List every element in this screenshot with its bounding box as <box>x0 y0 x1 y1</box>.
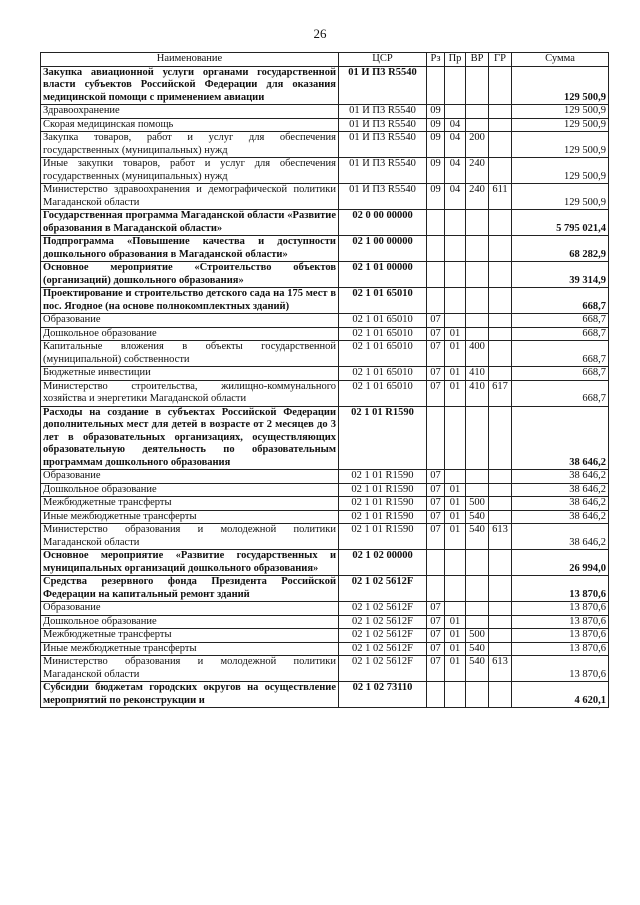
cell-vr: 200 <box>466 132 489 158</box>
cell-sum: 5 795 021,4 <box>512 210 609 236</box>
cell-sum: 668,7 <box>512 341 609 367</box>
cell-pr: 04 <box>445 132 466 158</box>
cell-name: Субсидии бюджетам городских округов на осуществление мероприятий по реконструкции и <box>41 682 339 708</box>
cell-csr: 02 1 02 5612F <box>339 629 427 643</box>
cell-vr: 540 <box>466 510 489 524</box>
cell-vr <box>466 615 489 629</box>
cell-gr <box>489 66 512 105</box>
cell-vr <box>466 327 489 341</box>
cell-csr: 02 1 01 R1590 <box>339 470 427 484</box>
cell-name: Капитальные вложения в объекты государственной (муниципальной) собственности <box>41 341 339 367</box>
cell-sum: 129 500,9 <box>512 132 609 158</box>
cell-rz: 07 <box>427 656 445 682</box>
cell-csr: 02 1 02 5612F <box>339 615 427 629</box>
cell-vr: 400 <box>466 341 489 367</box>
table-row <box>41 656 609 682</box>
cell-csr: 01 И П3 R5540 <box>339 184 427 210</box>
cell-pr <box>445 105 466 119</box>
header-pr: Пр <box>445 53 466 67</box>
cell-sum: 38 646,2 <box>512 510 609 524</box>
cell-rz: 07 <box>427 629 445 643</box>
cell-gr <box>489 158 512 184</box>
cell-name: Закупка авиационной услуги органами государственной власти субъектов Российской Федерации для оказания медицинской помощи с применением авиации <box>41 66 339 105</box>
cell-vr: 540 <box>466 524 489 550</box>
budget-table <box>40 52 609 708</box>
cell-sum: 13 870,6 <box>512 576 609 602</box>
cell-gr <box>489 406 512 470</box>
cell-rz: 09 <box>427 158 445 184</box>
cell-csr: 02 1 02 5612F <box>339 656 427 682</box>
cell-gr <box>489 236 512 262</box>
table-row <box>41 262 609 288</box>
cell-vr: 240 <box>466 184 489 210</box>
cell-sum: 13 870,6 <box>512 615 609 629</box>
cell-name: Проектирование и строительство детского сада на 175 мест в пос. Ягодное (на основе полнокомплектных зданий) <box>41 288 339 314</box>
cell-csr: 02 1 01 R1590 <box>339 406 427 470</box>
table-row <box>41 158 609 184</box>
cell-csr: 02 1 01 65010 <box>339 327 427 341</box>
cell-pr <box>445 66 466 105</box>
cell-sum: 38 646,2 <box>512 470 609 484</box>
cell-pr: 01 <box>445 327 466 341</box>
cell-sum: 39 314,9 <box>512 262 609 288</box>
cell-rz <box>427 576 445 602</box>
cell-name: Дошкольное образование <box>41 483 339 497</box>
cell-gr <box>489 550 512 576</box>
cell-name: Бюджетные инвестиции <box>41 367 339 381</box>
cell-vr <box>466 483 489 497</box>
cell-csr: 01 И П3 R5540 <box>339 158 427 184</box>
cell-pr <box>445 406 466 470</box>
cell-name: Министерство образования и молодежной политики Магаданской области <box>41 524 339 550</box>
cell-name: Скорая медицинская помощь <box>41 118 339 132</box>
cell-gr <box>489 629 512 643</box>
table-row <box>41 524 609 550</box>
cell-csr: 01 И П3 R5540 <box>339 132 427 158</box>
cell-gr: 611 <box>489 184 512 210</box>
cell-rz: 09 <box>427 132 445 158</box>
cell-rz: 07 <box>427 470 445 484</box>
cell-gr <box>489 497 512 511</box>
cell-rz <box>427 550 445 576</box>
cell-pr: 04 <box>445 118 466 132</box>
cell-pr: 01 <box>445 629 466 643</box>
cell-csr: 02 1 02 5612F <box>339 602 427 616</box>
cell-sum: 668,7 <box>512 288 609 314</box>
cell-rz: 09 <box>427 105 445 119</box>
cell-csr: 02 1 01 65010 <box>339 288 427 314</box>
cell-rz: 07 <box>427 367 445 381</box>
cell-vr <box>466 314 489 328</box>
cell-vr <box>466 118 489 132</box>
cell-name: Иные межбюджетные трансферты <box>41 642 339 656</box>
table-row <box>41 615 609 629</box>
header-gr: ГР <box>489 53 512 67</box>
cell-gr <box>489 327 512 341</box>
cell-vr <box>466 105 489 119</box>
cell-rz <box>427 262 445 288</box>
cell-rz: 07 <box>427 327 445 341</box>
cell-pr: 01 <box>445 510 466 524</box>
cell-name: Иные закупки товаров, работ и услуг для обеспечения государственных (муниципальных) нужд <box>41 158 339 184</box>
cell-gr: 613 <box>489 656 512 682</box>
cell-name: Образование <box>41 602 339 616</box>
cell-gr <box>489 615 512 629</box>
cell-csr: 02 1 01 00000 <box>339 262 427 288</box>
cell-name: Образование <box>41 470 339 484</box>
cell-name: Основное мероприятие «Развитие государственных и муниципальных организаций дошкольного образования» <box>41 550 339 576</box>
table-row <box>41 66 609 105</box>
cell-vr: 240 <box>466 158 489 184</box>
cell-gr: 617 <box>489 380 512 406</box>
cell-pr <box>445 602 466 616</box>
cell-rz: 07 <box>427 602 445 616</box>
table-row <box>41 132 609 158</box>
cell-csr: 02 1 02 73110 <box>339 682 427 708</box>
cell-gr <box>489 682 512 708</box>
table-row <box>41 576 609 602</box>
cell-sum: 38 646,2 <box>512 524 609 550</box>
cell-vr: 540 <box>466 642 489 656</box>
cell-csr: 02 1 02 00000 <box>339 550 427 576</box>
cell-vr <box>466 602 489 616</box>
cell-vr <box>466 406 489 470</box>
cell-vr <box>466 682 489 708</box>
cell-name: Министерство здравоохранения и демографической политики Магаданской области <box>41 184 339 210</box>
table-row <box>41 288 609 314</box>
cell-rz: 07 <box>427 380 445 406</box>
cell-sum: 4 620,1 <box>512 682 609 708</box>
cell-sum: 38 646,2 <box>512 406 609 470</box>
header-name: Наименование <box>41 53 339 67</box>
cell-rz: 09 <box>427 118 445 132</box>
table-row <box>41 327 609 341</box>
cell-sum: 668,7 <box>512 314 609 328</box>
cell-vr <box>466 66 489 105</box>
cell-rz: 07 <box>427 314 445 328</box>
cell-gr <box>489 367 512 381</box>
cell-pr: 01 <box>445 656 466 682</box>
cell-csr: 02 1 02 5612F <box>339 642 427 656</box>
table-row <box>41 510 609 524</box>
cell-rz <box>427 210 445 236</box>
cell-sum: 13 870,6 <box>512 642 609 656</box>
cell-gr <box>489 642 512 656</box>
cell-gr <box>489 132 512 158</box>
cell-vr: 500 <box>466 629 489 643</box>
table-row <box>41 118 609 132</box>
cell-gr <box>489 105 512 119</box>
cell-csr: 02 1 01 65010 <box>339 367 427 381</box>
cell-gr: 613 <box>489 524 512 550</box>
table-row <box>41 210 609 236</box>
cell-sum: 129 500,9 <box>512 118 609 132</box>
cell-csr: 02 1 01 R1590 <box>339 483 427 497</box>
cell-name: Иные межбюджетные трансферты <box>41 510 339 524</box>
cell-sum: 38 646,2 <box>512 497 609 511</box>
cell-pr <box>445 288 466 314</box>
cell-gr <box>489 118 512 132</box>
table-row <box>41 406 609 470</box>
table-row <box>41 629 609 643</box>
cell-sum: 129 500,9 <box>512 184 609 210</box>
cell-csr: 01 И П3 R5540 <box>339 105 427 119</box>
table-row <box>41 550 609 576</box>
cell-pr: 01 <box>445 615 466 629</box>
cell-rz: 07 <box>427 524 445 550</box>
cell-vr: 410 <box>466 380 489 406</box>
cell-rz: 07 <box>427 483 445 497</box>
cell-rz <box>427 236 445 262</box>
table-row <box>41 314 609 328</box>
cell-rz <box>427 406 445 470</box>
header-sum: Сумма <box>512 53 609 67</box>
cell-csr: 01 И П3 R5540 <box>339 66 427 105</box>
table-row <box>41 380 609 406</box>
table-row <box>41 483 609 497</box>
cell-name: Дошкольное образование <box>41 327 339 341</box>
cell-vr: 410 <box>466 367 489 381</box>
cell-csr: 02 1 00 00000 <box>339 236 427 262</box>
table-body <box>41 66 609 708</box>
cell-name: Государственная программа Магаданской области «Развитие образования в Магаданской области» <box>41 210 339 236</box>
cell-name: Основное мероприятие «Строительство объектов (организаций) дошкольного образования» <box>41 262 339 288</box>
cell-name: Расходы на создание в субъектах Российской Федерации дополнительных мест для детей в возрасте от 2 месяцев до 3 лет в образовательных организациях, осуществляющих образовательную деятельность по образовательным программам дошкольного образования <box>41 406 339 470</box>
cell-csr: 02 1 01 65010 <box>339 380 427 406</box>
cell-sum: 129 500,9 <box>512 158 609 184</box>
cell-pr <box>445 682 466 708</box>
table-row <box>41 602 609 616</box>
cell-sum: 668,7 <box>512 367 609 381</box>
cell-name: Образование <box>41 314 339 328</box>
cell-rz: 07 <box>427 510 445 524</box>
cell-pr: 01 <box>445 642 466 656</box>
cell-gr <box>489 510 512 524</box>
table-row <box>41 184 609 210</box>
cell-rz: 07 <box>427 341 445 367</box>
cell-rz: 07 <box>427 615 445 629</box>
cell-gr <box>489 210 512 236</box>
cell-name: Дошкольное образование <box>41 615 339 629</box>
table-header-row <box>41 53 609 67</box>
cell-sum: 13 870,6 <box>512 656 609 682</box>
cell-name: Межбюджетные трансферты <box>41 497 339 511</box>
cell-gr <box>489 576 512 602</box>
cell-pr: 01 <box>445 367 466 381</box>
header-csr: ЦСР <box>339 53 427 67</box>
header-vr: ВР <box>466 53 489 67</box>
cell-gr <box>489 341 512 367</box>
cell-sum: 68 282,9 <box>512 236 609 262</box>
cell-csr: 02 1 01 65010 <box>339 314 427 328</box>
cell-pr <box>445 314 466 328</box>
cell-vr <box>466 470 489 484</box>
cell-name: Подпрограмма «Повышение качества и доступности дошкольного образования в Магаданской области» <box>41 236 339 262</box>
cell-csr: 02 1 01 65010 <box>339 341 427 367</box>
cell-pr: 01 <box>445 524 466 550</box>
cell-sum: 13 870,6 <box>512 629 609 643</box>
cell-pr: 01 <box>445 497 466 511</box>
cell-gr <box>489 262 512 288</box>
table-row <box>41 341 609 367</box>
cell-gr <box>489 470 512 484</box>
cell-sum: 13 870,6 <box>512 602 609 616</box>
cell-gr <box>489 483 512 497</box>
cell-vr <box>466 262 489 288</box>
cell-csr: 02 1 02 5612F <box>339 576 427 602</box>
cell-vr <box>466 576 489 602</box>
cell-csr: 02 0 00 00000 <box>339 210 427 236</box>
table-row <box>41 236 609 262</box>
cell-sum: 668,7 <box>512 327 609 341</box>
cell-sum: 26 994,0 <box>512 550 609 576</box>
cell-name: Здравоохранение <box>41 105 339 119</box>
table-row <box>41 470 609 484</box>
cell-rz <box>427 288 445 314</box>
cell-name: Министерство образования и молодежной политики Магаданской области <box>41 656 339 682</box>
table-row <box>41 682 609 708</box>
cell-pr: 01 <box>445 341 466 367</box>
cell-rz <box>427 66 445 105</box>
cell-rz: 07 <box>427 642 445 656</box>
cell-pr <box>445 210 466 236</box>
cell-pr <box>445 576 466 602</box>
cell-pr <box>445 550 466 576</box>
cell-csr: 02 1 01 R1590 <box>339 524 427 550</box>
page-number: 26 <box>313 26 327 41</box>
cell-vr: 540 <box>466 656 489 682</box>
cell-pr: 04 <box>445 184 466 210</box>
cell-rz: 09 <box>427 184 445 210</box>
cell-vr <box>466 236 489 262</box>
cell-pr <box>445 470 466 484</box>
cell-pr <box>445 262 466 288</box>
cell-pr <box>445 236 466 262</box>
cell-gr <box>489 288 512 314</box>
cell-sum: 129 500,9 <box>512 105 609 119</box>
cell-sum: 668,7 <box>512 380 609 406</box>
table-row <box>41 105 609 119</box>
cell-pr: 01 <box>445 380 466 406</box>
cell-vr <box>466 288 489 314</box>
cell-rz: 07 <box>427 497 445 511</box>
cell-gr <box>489 602 512 616</box>
cell-csr: 02 1 01 R1590 <box>339 497 427 511</box>
header-rz: Рз <box>427 53 445 67</box>
cell-rz <box>427 682 445 708</box>
cell-name: Министерство строительства, жилищно-коммунального хозяйства и энергетики Магаданской области <box>41 380 339 406</box>
cell-vr: 500 <box>466 497 489 511</box>
cell-sum: 129 500,9 <box>512 66 609 105</box>
cell-csr: 01 И П3 R5540 <box>339 118 427 132</box>
cell-csr: 02 1 01 R1590 <box>339 510 427 524</box>
table-row <box>41 367 609 381</box>
cell-name: Закупка товаров, работ и услуг для обеспечения государственных (муниципальных) нужд <box>41 132 339 158</box>
cell-vr <box>466 550 489 576</box>
cell-gr <box>489 314 512 328</box>
cell-pr: 04 <box>445 158 466 184</box>
cell-pr: 01 <box>445 483 466 497</box>
table-row <box>41 642 609 656</box>
cell-name: Средства резервного фонда Президента Российской Федерации на капитальный ремонт зданий <box>41 576 339 602</box>
table-row <box>41 497 609 511</box>
cell-name: Межбюджетные трансферты <box>41 629 339 643</box>
cell-sum: 38 646,2 <box>512 483 609 497</box>
cell-vr <box>466 210 489 236</box>
